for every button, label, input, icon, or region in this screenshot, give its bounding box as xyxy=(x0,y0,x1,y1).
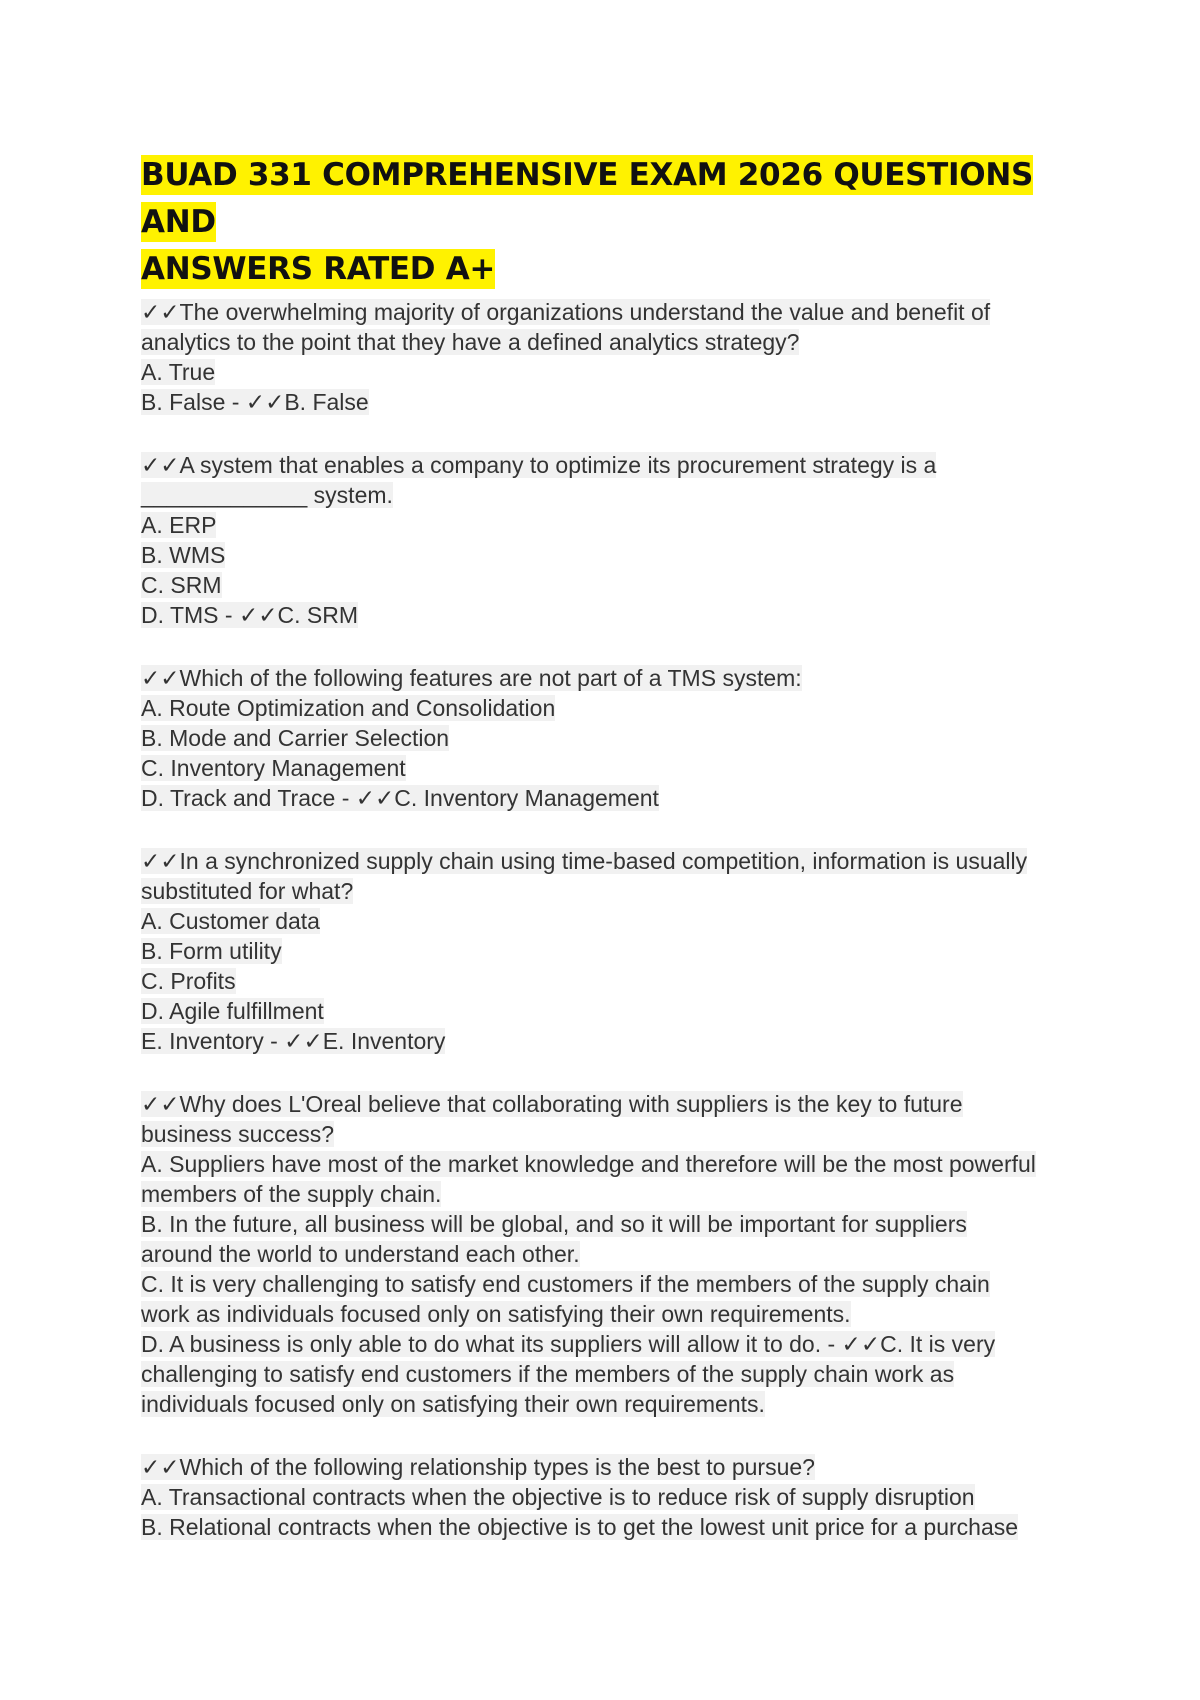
answer-option: B. Relational contracts when the objective is to get the lowest unit price for a purchase xyxy=(141,1514,1019,1540)
answer-option: around the world to understand each other. xyxy=(141,1241,580,1267)
answer-option: A. Transactional contracts when the objective is to reduce risk of supply disruption xyxy=(141,1484,975,1510)
answer-option: work as individuals focused only on satisfying their own requirements. xyxy=(141,1301,851,1327)
title-line-1: BUAD 331 COMPREHENSIVE EXAM 2026 QUESTIONS AND xyxy=(141,157,1033,240)
question-text: business success? xyxy=(141,1121,335,1147)
answer-option-with-key: E. Inventory - ✓✓E. Inventory xyxy=(141,1028,446,1054)
answer-option: C. Inventory Management xyxy=(141,755,406,781)
answer-option: B. Form utility xyxy=(141,938,282,964)
question-text: analytics to the point that they have a defined analytics strategy? xyxy=(141,329,800,355)
question-text: ✓✓A system that enables a company to optimize its procurement strategy is a xyxy=(141,452,937,478)
answer-option: members of the supply chain. xyxy=(141,1181,442,1207)
answer-option: B. WMS xyxy=(141,542,226,568)
answer-option: A. Suppliers have most of the market knowledge and therefore will be the most powerful xyxy=(141,1151,1036,1177)
question-text: ✓✓In a synchronized supply chain using time-based competition, information is usually xyxy=(141,848,1028,874)
question-text: ✓✓Which of the following features are not part of a TMS system: xyxy=(141,665,802,691)
answer-option: B. In the future, all business will be global, and so it will be important for suppliers xyxy=(141,1211,967,1237)
answer-option: A. ERP xyxy=(141,512,217,538)
answer-option-with-key: D. Track and Trace - ✓✓C. Inventory Management xyxy=(141,785,659,811)
answer-option: C. It is very challenging to satisfy end customers if the members of the supply chain xyxy=(141,1271,990,1297)
question-text: ✓✓Which of the following relationship types is the best to pursue? xyxy=(141,1454,815,1480)
question-text: ✓✓The overwhelming majority of organizations understand the value and benefit of xyxy=(141,299,991,325)
document-page xyxy=(141,152,1081,1575)
question-text: _____________ system. xyxy=(141,482,393,508)
answer-option: A. Route Optimization and Consolidation xyxy=(141,695,556,721)
answer-option: C. SRM xyxy=(141,572,222,598)
question-block xyxy=(141,450,1081,630)
answer-key: individuals focused only on satisfying their own requirements. xyxy=(141,1391,765,1417)
question-block xyxy=(141,663,1081,813)
answer-key: challenging to satisfy end customers if the members of the supply chain work as xyxy=(141,1361,955,1387)
question-text: ✓✓Why does L'Oreal believe that collaborating with suppliers is the key to future xyxy=(141,1091,963,1117)
answer-option: D. Agile fulfillment xyxy=(141,998,324,1024)
question-block xyxy=(141,1089,1081,1419)
answer-option: A. Customer data xyxy=(141,908,320,934)
answer-option: C. Profits xyxy=(141,968,236,994)
question-text: substituted for what? xyxy=(141,878,354,904)
question-block xyxy=(141,1452,1081,1542)
document-title xyxy=(141,152,1081,293)
answer-option-with-key: D. A business is only able to do what its suppliers will allow it to do. - ✓✓C. It is very xyxy=(141,1331,996,1357)
answer-option: B. Mode and Carrier Selection xyxy=(141,725,450,751)
answer-option-with-key: D. TMS - ✓✓C. SRM xyxy=(141,602,359,628)
question-block xyxy=(141,846,1081,1056)
answer-option: A. True xyxy=(141,359,216,385)
answer-option-with-key: B. False - ✓✓B. False xyxy=(141,389,369,415)
question-block xyxy=(141,297,1081,417)
title-line-2: ANSWERS RATED A+ xyxy=(141,251,496,287)
